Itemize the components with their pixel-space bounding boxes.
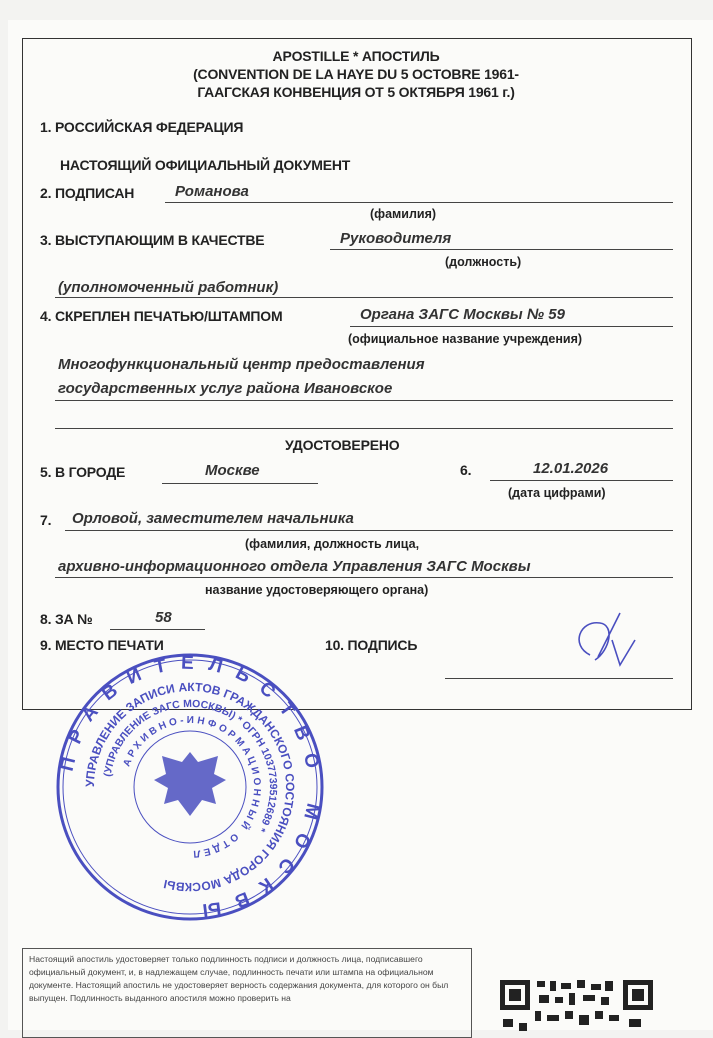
official-stamp	[55, 652, 325, 922]
divider	[162, 483, 318, 484]
signature-line	[445, 678, 673, 679]
divider	[330, 249, 673, 250]
field-3-value-2: (уполномоченный работник)	[58, 279, 279, 296]
divider	[165, 202, 673, 203]
field-3-value: Руководителя	[340, 230, 452, 247]
field-7-value: Орловой, заместителем начальника	[72, 510, 354, 527]
divider	[110, 629, 205, 630]
field-7-value-2: архивно-информационного отдела Управления ЗАГС Москвы	[58, 558, 531, 575]
field-2-hint: (фамилия)	[370, 207, 437, 221]
field-3-label: 3. ВЫСТУПАЮЩИМ В КАЧЕСТВЕ	[40, 232, 265, 248]
field-6-hint: (дата цифрами)	[508, 486, 606, 500]
qr-code[interactable]	[495, 975, 660, 1035]
field-6-value: 12.01.2026	[533, 460, 609, 477]
field-4-line-2: государственных услуг района Ивановское	[58, 380, 393, 397]
field-2-label: 2. ПОДПИСАН	[40, 185, 135, 201]
field-7-hint-2: название удостоверяющего органа)	[205, 583, 429, 597]
title: APOSTILLE * АПОСТИЛЬ	[272, 48, 440, 64]
divider	[65, 530, 673, 531]
subtitle-1: (CONVENTION DE LA HAYE DU 5 OCTOBRE 1961-	[193, 66, 519, 82]
divider	[55, 577, 673, 578]
stamp-text-inner: АРХИВНО-ИНФОРМАЦИОННЫЙ ОТДЕЛ	[121, 714, 263, 860]
field-7-label: 7.	[40, 512, 52, 528]
stamp-text-ring-2: (УПРАВЛЕНИЕ ЗАГС МОСКВЫ) * ОГРН 1037739512689 *	[101, 697, 280, 834]
subtitle-2: ГААГСКАЯ КОНВЕНЦИЯ ОТ 5 ОКТЯБРЯ 1961 г.)	[197, 84, 515, 100]
field-8-label: 8. ЗА №	[40, 611, 93, 627]
field-4-hint: (официальное название учреждения)	[348, 332, 583, 346]
field-9-label: 9. МЕСТО ПЕЧАТИ	[40, 637, 164, 653]
field-3-hint: (должность)	[445, 255, 522, 269]
field-4-value: Органа ЗАГС Москвы № 59	[360, 306, 565, 323]
field-4-label: 4. СКРЕПЛЕН ПЕЧАТЬЮ/ШТАМПОМ	[40, 308, 283, 324]
coat-of-arms-icon	[154, 752, 226, 816]
stamp-text-outer: ПРАВИТЕЛЬСТВО МОСКВЫ	[56, 652, 325, 922]
certified-heading: УДОСТОВЕРЕНО	[285, 437, 400, 453]
field-5-label: 5. В ГОРОДЕ	[40, 464, 126, 480]
apostille-notice: Настоящий апостиль удостоверяет только подлинность подписи и должность лица, подписавшего официальный документ, и, в надлежащем случае, подлинность печати или штампа на официальном документе. Настоящий апостиль не удостоверяет верность содержания документа, для которого он был выпущен. Подлинность выданного апостиля можно проверить на	[22, 948, 472, 1038]
field-7-hint-1: (фамилия, должность лица,	[245, 537, 420, 551]
field-4-line-1: Многофункциональный центр предоставления	[58, 356, 425, 373]
stamp-text-ring: УПРАВЛЕНИЕ ЗАПИСИ АКТОВ ГРАЖДАНСКОГО СОСТОЯНИЯ ГОРОДА МОСКВЫ	[82, 679, 298, 895]
field-6-label: 6.	[460, 462, 472, 478]
document-label: НАСТОЯЩИЙ ОФИЦИАЛЬНЫЙ ДОКУМЕНТ	[60, 157, 351, 173]
divider	[350, 326, 673, 327]
field-1: 1. РОССИЙСКАЯ ФЕДЕРАЦИЯ	[40, 119, 244, 135]
divider	[55, 428, 673, 429]
divider	[55, 297, 673, 298]
divider	[55, 400, 673, 401]
field-10-label: 10. ПОДПИСЬ	[325, 637, 418, 653]
field-2-value: Романова	[175, 183, 249, 200]
divider	[490, 480, 673, 481]
signature	[560, 605, 650, 675]
field-5-value: Москве	[205, 462, 260, 479]
field-8-value: 58	[155, 609, 172, 626]
